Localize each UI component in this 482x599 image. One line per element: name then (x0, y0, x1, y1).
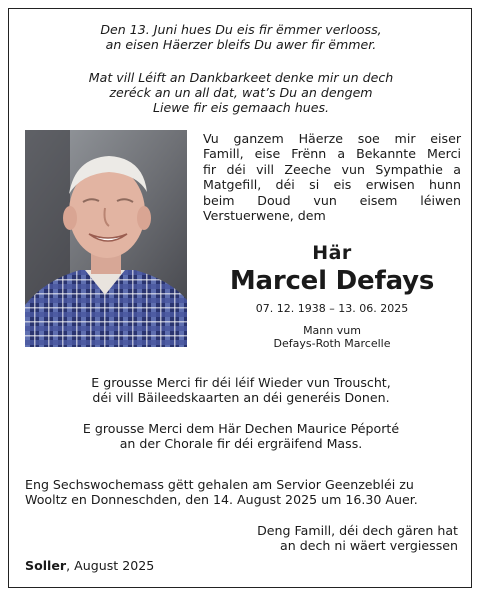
verse-line: an eisen Häerzer bleifs Du awer fir ëmmer. (105, 37, 377, 52)
merci-clergy (0, 421, 482, 452)
spouse-line: Defays-Roth Marcelle (273, 337, 391, 350)
verse-2 (0, 70, 482, 115)
merci-line: E grousse Merci fir déi léif Wieder vun Trouscht, (91, 375, 391, 390)
thanks-line: Vu ganzem Häerze soe mir eiser (203, 131, 461, 146)
thanks-line: fir déi vill Zeeche vun Sympathie a (203, 161, 461, 177)
merci-line: E grousse Merci dem Här Dechen Maurice Péporté (82, 421, 400, 436)
mass-line: Eng Sechswochemass gëtt gehalen am Servior Geenzebléi zu (25, 477, 414, 492)
place-name: Soller (25, 558, 67, 573)
spouse-info (203, 324, 461, 350)
merci-line: déi vill Bäileedskaarten an déi generéis Donen. (92, 390, 390, 406)
verse-line: Liewe fir eis gemaach hues. (152, 100, 330, 115)
thanks-line: Matgefill, déi si eis erwisen hunn (203, 177, 461, 193)
thanks-line: Famill, eise Frënn a Bekannte Merci (203, 146, 461, 162)
portrait-photo (25, 130, 187, 347)
deceased-name: Marcel Defays (229, 266, 435, 296)
thanks-line: beim Doud vun eisem léiwen (203, 192, 461, 208)
memorial-mass-info (25, 477, 465, 508)
honorific: Här (312, 242, 352, 264)
thanks-paragraph (203, 131, 461, 223)
family-signature (257, 523, 458, 554)
family-line: Deng Famill, déi dech gären hat (257, 523, 458, 538)
portrait-illustration (25, 130, 187, 347)
life-dates: 07. 12. 1938 – 13. 06. 2025 (255, 302, 409, 315)
mass-line: Wooltz en Donneschden, den 14. August 2025 um 16.30 Auer. (25, 492, 418, 508)
verse-1 (0, 22, 482, 52)
thanks-line: Verstuerwene, dem (203, 208, 326, 224)
verse-line: Den 13. Juni hues Du eis fir ëmmer verlooss, (100, 22, 382, 37)
place-date (25, 558, 154, 573)
notice-date: , August 2025 (66, 558, 155, 573)
merci-line: an der Chorale fir déi ergräifend Mass. (119, 436, 363, 452)
spouse-line: Mann vum (303, 324, 361, 337)
merci-condolences (0, 375, 482, 406)
family-line: an dech ni wäert vergiessen (280, 538, 458, 554)
verse-line: Mat vill Léift an Dankbarkeet denke mir un dech (88, 70, 394, 85)
verse-line: zeréck an un all dat, wat’s Du an dengem (109, 85, 373, 100)
